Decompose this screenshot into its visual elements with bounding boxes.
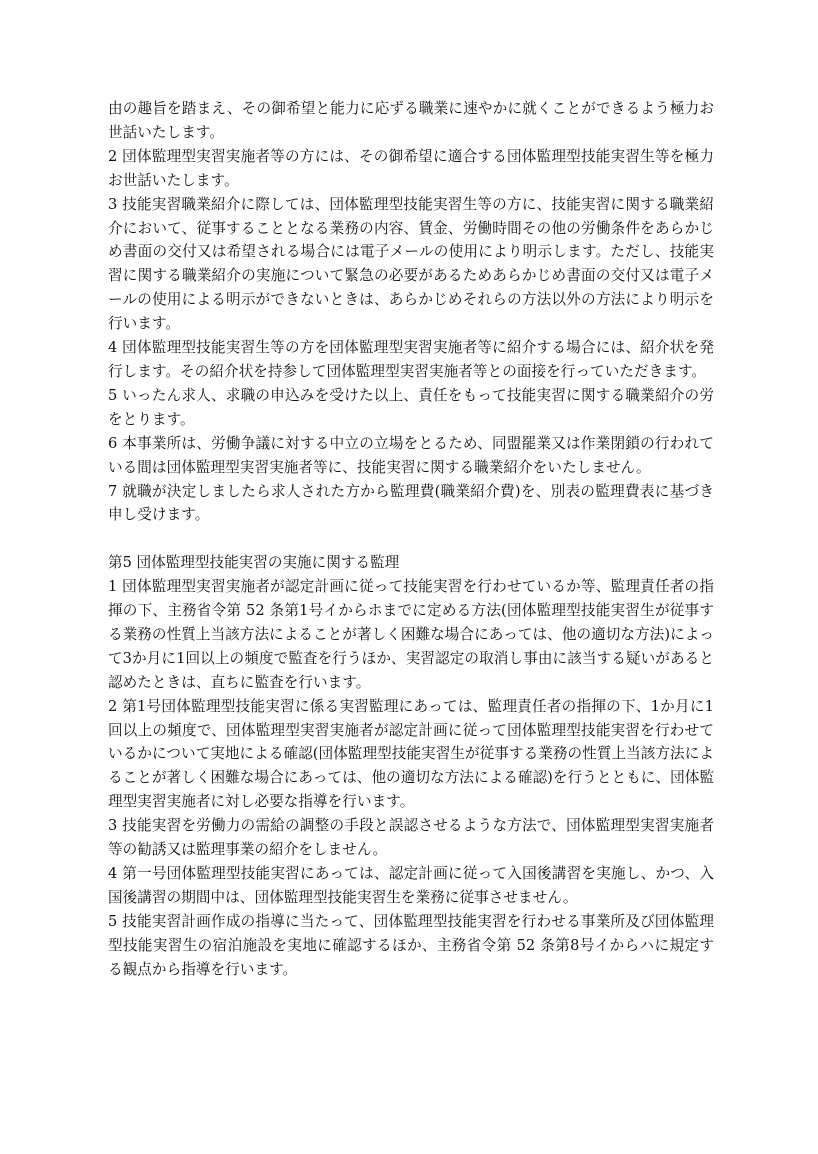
paragraph-prev-5: 5 いったん求人、求職の申込みを受けた以上、責任をもって技能実習に関する職業紹介の労をとります。 xyxy=(108,386,714,428)
paragraph-prev-2: 2 団体監理型実習実施者等の方には、その御希望に適合する団体監理型技能実習生等を極力お世話いたします。 xyxy=(108,147,714,189)
paragraph-prev-3: 3 技能実習職業紹介に際しては、団体監理型技能実習生等の方に、技能実習に関する職業紹介において、従事することとなる業務の内容、賃金、労働時間その他の労働条件をあらかじめ書面の交付又は希望される場合には電子メールの使用により明示します。ただし、技能実習に関する職業紹介の実施について緊急の必要があるためあらかじめ書面の交付又は電子メールの使用による明示ができないときは、あらかじめそれらの方法以外の方法により明示を行います。 xyxy=(108,195,714,333)
paragraph-prev-4: 4 団体監理型技能実習生等の方を団体監理型実習実施者等に紹介する場合には、紹介状を発行します。その紹介状を持参して団体監理型実習実施者等との面接を行っていただきます。 xyxy=(108,339,714,380)
section-5-item-1: 1 団体監理型実習実施者が認定計画に従って技能実習を行わせているか等、監理責任者の指揮の下、主務省令第 52 条第1号イからホまでに定める方法(団体監理型技能実習生が従事する業務の性質上当該方法によることが著しく困難な場合にあっては、他の適切な方法)によって3か月に1回以上の頻度で監査を行うほか、実習認定の取消し事由に該当する疑いがあると認めたときは、直ちに監査を行います。 xyxy=(108,578,714,691)
section-5-item-3: 3 技能実習を労働力の需給の調整の手段と誤認させるような方法で、団体監理型実習実施者等の勧誘又は監理事業の紹介をしません。 xyxy=(108,817,714,859)
paragraph-prev-continuation: 由の趣旨を踏まえ、その御希望と能力に応ずる職業に速やかに就くことができるよう極力お世話いたします。 xyxy=(108,100,714,141)
section-5-item-4: 4 第一号団体監理型技能実習にあっては、認定計画に従って入国後講習を実施し、かつ、入国後講習の期間中は、団体監理型技能実習生を業務に従事させません。 xyxy=(108,864,714,906)
document-page xyxy=(108,97,714,982)
section-5-heading: 第5 団体監理型技能実習の実施に関する監理 xyxy=(108,554,400,572)
section-5-item-2: 2 第1号団体監理型技能実習に係る実習監理にあっては、監理責任者の指揮の下、1か月に1回以上の頻度で、団体監理型実習実施者が認定計画に従って団体監理型技能実習を行わせているかについて実地による確認(団体監理型技能実習生が従事する業務の性質上当該方法によることが著しく困難な場合にあっては、他の適切な方法による確認)を行うとともに、団体監理型実習実施者に対し必要な指導を行います。 xyxy=(108,697,714,811)
paragraph-prev-6: 6 本事業所は、労働争議に対する中立の立場をとるため、同盟罷業又は作業閉鎖の行われている間は団体監理型実習実施者等に、技能実習に関する職業紹介をいたしません。 xyxy=(108,434,714,476)
section-spacer xyxy=(108,527,714,551)
paragraph-prev-7: 7 就職が決定しましたら求人された方から監理費(職業紹介費)を、別表の監理費表に基づき申し受けます。 xyxy=(108,482,714,524)
section-5-item-5: 5 技能実習計画作成の指導に当たって、団体監理型技能実習を行わせる事業所及び団体監理型技能実習生の宿泊施設を実地に確認するほか、主務省令第 52 条第8号イからハに規定する観点から指導を行います。 xyxy=(108,912,714,978)
